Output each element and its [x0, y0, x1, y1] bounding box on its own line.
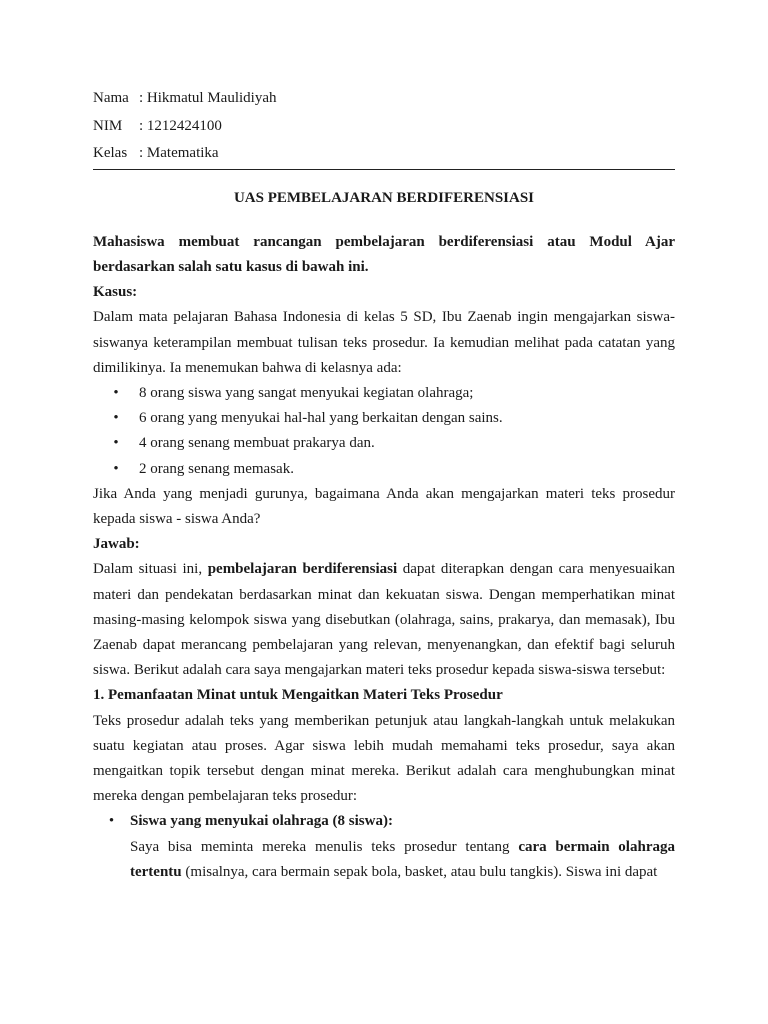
section1-text: Teks prosedur adalah teks yang memberikan petunjuk atau langkah-langkah untuk melakukan suatu kegiatan atau proses. Agar siswa lebih mudah memahami teks prosedur, saya akan mengaitkan topik tersebut dengan minat mereka. Berikut adalah cara menghubungkan minat mereka dengan pembelajaran teks prosedur:	[93, 712, 675, 805]
kasus-text: Dalam mata pelajaran Bahasa Indonesia di kelas 5 SD, Ibu Zaenab ingin mengajarkan siswa-siswanya keterampilan membuat tulisan teks prosedur. Ia kemudian melihat pada catatan yang dimilikinya. Ia menemukan bahwa di kelasnya ada:	[93, 309, 675, 376]
bullet-icon: •	[113, 385, 119, 401]
bullet-icon: •	[113, 435, 119, 452]
instruction-text: Mahasiswa membuat rancangan pembelajaran berdiferensiasi atau Modul Ajar berdasarkan salah satu kasus di bawah ini.	[93, 233, 675, 275]
list-item: • 8 orang siswa yang sangat menyukai kegiatan olahraga;	[93, 381, 675, 406]
bullet-icon: •	[113, 460, 119, 477]
kelas-value: : Matematika	[139, 145, 219, 162]
kelas-label: Kelas	[93, 145, 128, 162]
header-nim-row	[93, 113, 675, 141]
section1-heading: 1. Pemanfaatan Minat untuk Mengaitkan Materi Teks Prosedur	[93, 687, 503, 704]
list-item: • 4 orang senang membuat prakarya dan.	[93, 431, 675, 456]
minat-list	[93, 809, 675, 885]
olahraga-text: Saya bisa meminta mereka menulis teks prosedur tentang cara bermain olahraga tertentu (misalnya, cara bermain sepak bola, basket, atau bulu tangkis). Siswa ini dapat	[130, 838, 675, 880]
list-item	[93, 809, 675, 885]
nim-label: NIM	[93, 117, 123, 134]
jawab-highlight: pembelajaran berdiferensiasi	[207, 561, 398, 578]
jawab-label: Jawab:	[93, 536, 140, 553]
header-kelas-row	[93, 140, 675, 168]
kasus-list	[93, 381, 675, 482]
document-title: UAS PEMBELAJARAN BERDIFERENSIASI	[233, 189, 535, 206]
name-value: : Hikmatul Maulidiyah	[139, 90, 277, 106]
list-item: • 6 orang yang menyukai hal-hal yang berkaitan dengan sains.	[93, 406, 675, 431]
olahraga-heading: Siswa yang menyukai olahraga (8 siswa):	[130, 813, 393, 830]
header-name-row	[93, 85, 675, 113]
bullet-icon: •	[108, 813, 115, 830]
question-text: Jika Anda yang menjadi gurunya, bagaimana Anda akan mengajarkan materi teks prosedur kepada siswa - siswa Anda?	[93, 485, 675, 528]
name-label: Nama	[93, 90, 129, 106]
document-content	[93, 85, 675, 885]
nim-value: : 1212424100	[139, 117, 222, 134]
header-divider	[93, 169, 675, 170]
olahraga-block	[130, 809, 675, 885]
bullet-icon: •	[113, 410, 119, 427]
jawab-paragraph: Dalam situasi ini, pembelajaran berdiferensiasi dapat diterapkan dengan cara menyesuaikan materi dan pendekatan berdasarkan minat dan kekuatan siswa. Dengan memperhatikan minat masing-masing kelompok siswa yang disebutkan (olahraga, sains, prakarya, dan memasak), Ibu Zaenab dapat merancang pembelajaran yang relevan, menyenangkan, dan efektif bagi seluruh siswa. Berikut adalah cara saya mengajarkan materi teks prosedur kepada siswa-siswa tersebut:	[93, 561, 675, 679]
list-item: • 2 orang senang memasak.	[93, 457, 675, 482]
olahraga-highlight: cara bermain olahraga tertentu	[130, 838, 675, 880]
kasus-label: Kasus:	[93, 284, 138, 301]
